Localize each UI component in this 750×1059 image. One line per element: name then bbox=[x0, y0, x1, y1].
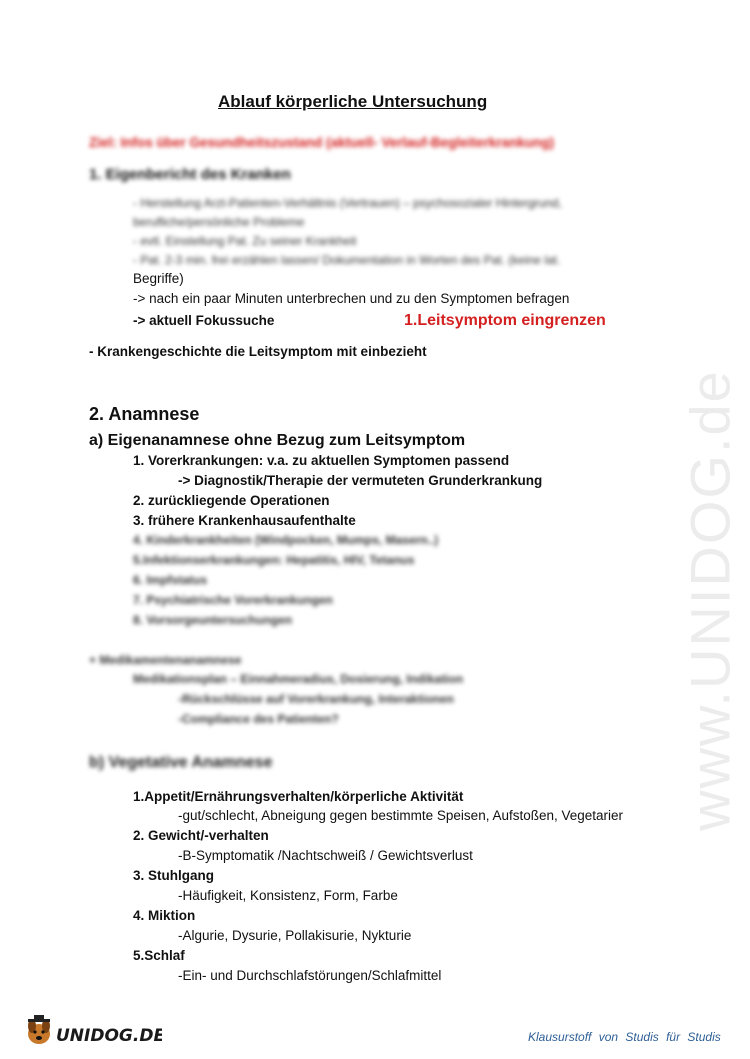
section1-note: - Krankengeschichte die Leitsymptom mit einbezieht bbox=[89, 344, 427, 359]
anamnese-a-item: 2. zurückliegende Operationen bbox=[133, 493, 330, 508]
section1-item: - Herstellung Arzt-Patienten-Verhältnis (Vertrauen) – psychosozialer Hintergrund, bbox=[133, 196, 562, 210]
anamnese-a-item: 8. Vorsorgeuntersuchungen bbox=[133, 613, 293, 627]
anamnese-b-item: 4. Miktion bbox=[133, 908, 196, 923]
unidog-logo bbox=[22, 1014, 162, 1050]
anamnese-b-item: -Häufigkeit, Konsistenz, Form, Farbe bbox=[178, 888, 398, 903]
watermark-text: www.UNIDOG.de bbox=[678, 369, 742, 831]
subsection-a-heading: a) Eigenanamnese ohne Bezug zum Leitsymptom bbox=[89, 432, 466, 449]
anamnese-a-item: 3. frühere Krankenhausaufenthalte bbox=[133, 513, 356, 528]
dog-icon bbox=[22, 1014, 162, 1050]
medikamente-item: -Compliance des Patienten? bbox=[178, 712, 339, 726]
medikamente-heading: + Medikamentenanamnese bbox=[89, 653, 242, 667]
anamnese-a-item: 7. Psychiatrische Vorerkrankungen bbox=[133, 593, 333, 607]
medikamente-item: -Rückschlüsse auf Vorerkrankung, Interaktionen bbox=[178, 692, 454, 706]
anamnese-a-item: 4. Kinderkrankheiten (Windpocken, Mumps, Masern..) bbox=[133, 533, 439, 547]
anamnese-b-item: 5.Schlaf bbox=[133, 948, 185, 963]
subsection-b-heading: b) Vegetative Anamnese bbox=[89, 754, 273, 771]
section1-item: -> aktuell Fokussuche bbox=[133, 313, 275, 328]
anamnese-b-item: 2. Gewicht/-verhalten bbox=[133, 828, 269, 843]
section1-item: Begriffe) bbox=[133, 271, 184, 286]
anamnese-b-item: 3. Stuhlgang bbox=[133, 868, 214, 883]
section1-item: -> nach ein paar Minuten unterbrechen und zu den Symptomen befragen bbox=[133, 291, 570, 306]
anamnese-b-item: -Ein- und Durchschlafstörungen/Schlafmittel bbox=[178, 968, 442, 983]
anamnese-a-item: 1. Vorerkrankungen: v.a. zu aktuellen Symptomen passend bbox=[133, 453, 510, 468]
anamnese-a-item: 6. Impfstatus bbox=[133, 573, 208, 587]
section2-heading: 2. Anamnese bbox=[89, 404, 200, 424]
section1-heading: 1. Eigenbericht des Kranken bbox=[89, 166, 291, 183]
footer-tagline: Klausurstoff von Studis für Studis bbox=[528, 1030, 721, 1044]
anamnese-b-item: -B-Symptomatik /Nachtschweiß / Gewichtsverlust bbox=[178, 848, 473, 863]
section1-item: - evtl. Einstellung Pat. Zu seiner Krankheit bbox=[133, 234, 357, 248]
anamnese-b-item: -gut/schlecht, Abneigung gegen bestimmte Speisen, Aufstoßen, Vegetarier bbox=[178, 808, 624, 823]
highlight-text: 1.Leitsymptom eingrenzen bbox=[404, 312, 606, 329]
logo-text: UNIDOG.DE bbox=[56, 1026, 162, 1046]
medikamente-item: Medikationsplan – Einnahmeradius, Dosierung, Indikation bbox=[133, 672, 464, 686]
anamnese-b-item: -Algurie, Dysurie, Pollakisurie, Nykturie bbox=[178, 928, 412, 943]
section1-item: - Pat. 2-3 min. frei erzählen lassen/ Dokumentation in Worten des Pat. (keine lat. bbox=[133, 253, 561, 267]
goal-line: Ziel: Infos über Gesundheitszustand (aktuell- Verlauf-Begleiterkrankung) bbox=[89, 135, 555, 150]
anamnese-a-item: 5.Infektionserkrankungen: Hepatitis, HIV, Tetanus bbox=[133, 553, 415, 567]
section1-item: berufliche/persönliche Probleme bbox=[133, 215, 305, 229]
anamnese-a-item: -> Diagnostik/Therapie der vermuteten Grunderkrankung bbox=[178, 473, 543, 488]
anamnese-b-item: 1.Appetit/Ernährungsverhalten/körperliche Aktivität bbox=[133, 789, 464, 804]
document-title: Ablauf körperliche Untersuchung bbox=[218, 92, 488, 111]
